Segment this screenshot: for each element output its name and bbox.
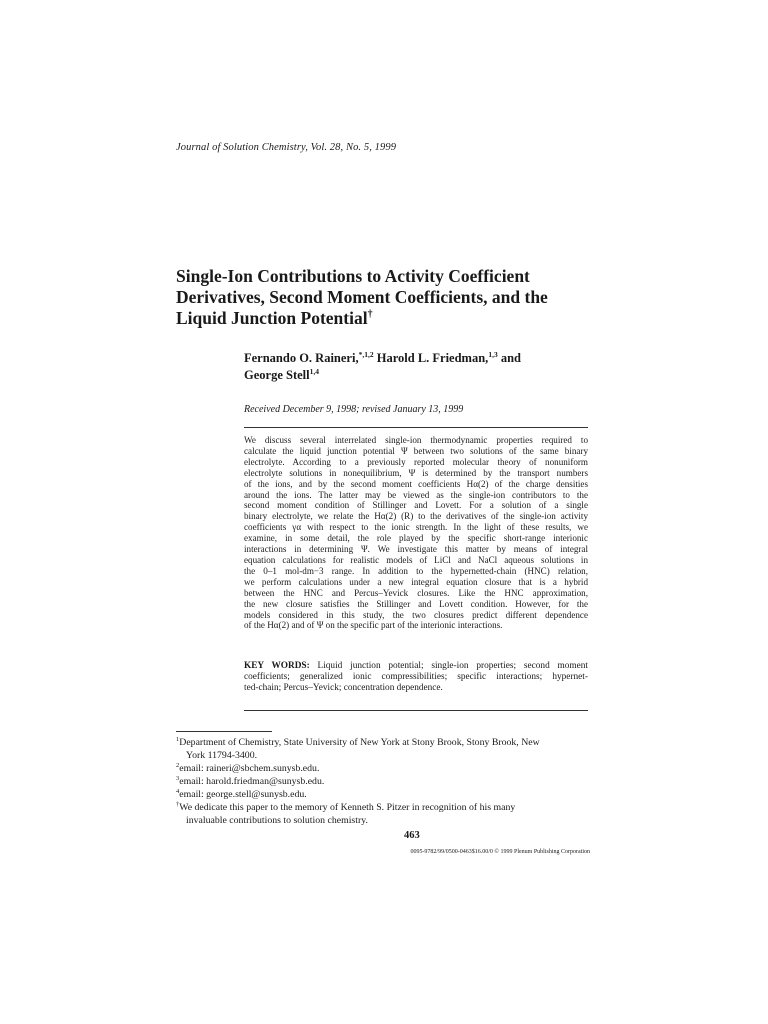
author-affiliation-mark: 1,4 <box>309 367 319 376</box>
footnote <box>176 788 590 801</box>
title-line <box>176 308 616 329</box>
abstract-line: equation calculations for realistic models of LiCl and NaCl aqueous solutions in <box>244 554 588 565</box>
footnote <box>176 736 590 762</box>
journal-citation: Journal of Solution Chemistry, Vol. 28, No. 5, 1999 <box>176 142 397 153</box>
keywords-label: KEY WORDS: <box>244 661 310 671</box>
footnote-line <box>176 814 590 827</box>
abstract-line: binary electrolyte, we relate the Hα(2) (R) to the derivatives of the single-ion activity <box>244 511 588 522</box>
author-conjunction: and <box>500 351 521 365</box>
abstract-line: interactions in determining Ψ. We investigate this matter by means of integral <box>244 544 588 555</box>
footnote-text: We dedicate this paper to the memory of Kenneth S. Pitzer in recognition of his many <box>179 802 516 813</box>
received-dates: Received December 9, 1998; revised January 13, 1999 <box>244 404 464 415</box>
title-line: Single-Ion Contributions to Activity Coefficient <box>176 266 530 286</box>
abstract-line: calculate the liquid junction potential Ψ between two solutions of the same binary <box>244 445 588 456</box>
abstract-line: coefficients γα with respect to the ionic strength. In the light of these results, we <box>244 522 588 533</box>
abstract-line: of the Hα(2) and of Ψ on the specific part of the interionic interactions. <box>244 620 503 631</box>
footnote-mark: 4 <box>176 788 180 795</box>
footnote-mark: 3 <box>176 775 180 782</box>
footnote-line <box>176 775 590 788</box>
abstract-line: examine, in some detail, the role played by the specific short-range interionic <box>244 533 588 544</box>
author-affiliation-mark: *,1,2 <box>358 350 374 359</box>
author-affiliation-mark: 1,3 <box>488 350 498 359</box>
keywords-text: Liquid junction potential; single-ion properties; second moment <box>317 661 589 671</box>
footnote-text: email: george.stell@sunysb.edu. <box>179 789 307 800</box>
footnote-mark: 1 <box>176 736 180 743</box>
keywords-line: coefficients; generalized ionic compressibilities; specific interactions; hypernet- <box>244 672 588 683</box>
copyright-line: 0095-9782/99/0500-0463$16.00/0 © 1999 Plenum Publishing Corporation <box>410 849 590 855</box>
footnote-line <box>176 801 590 814</box>
title-line-text: Liquid Junction Potential <box>176 308 368 328</box>
footnote-text: Department of Chemistry, State University of New York at Stony Brook, Stony Brook, New <box>179 737 540 748</box>
abstract-line: second moment condition of Stillinger and Lovett. For a solution of a single <box>244 500 588 511</box>
footnote-mark: † <box>176 801 180 808</box>
abstract-line: around the ions. The latter may be viewed as the single-ion contributors to the <box>244 489 588 500</box>
footnote-text: email: raineri@sbchem.sunysb.edu. <box>179 763 320 774</box>
article-title <box>176 266 616 329</box>
footnote-line <box>176 736 590 749</box>
title-line: Derivatives, Second Moment Coefficients, and the <box>176 287 548 307</box>
footnote-line <box>176 762 590 775</box>
footnote-rule <box>176 731 272 732</box>
keywords <box>244 661 588 695</box>
keywords-line <box>244 661 588 672</box>
abstract-line: the 0–1 mol-dm−3 range. In addition to the hypernetted-chain (HNC) relation, <box>244 565 588 576</box>
author-list <box>244 350 604 384</box>
abstract <box>244 435 588 631</box>
page-number: 463 <box>404 830 420 841</box>
footnotes <box>176 736 590 827</box>
footnote-line <box>176 788 590 801</box>
abstract-line: of the ions, and by the second moment coefficients Hα(2) of the charge densities <box>244 478 588 489</box>
keywords-line: ted-chain; Percus–Yevick; concentration dependence. <box>244 683 443 694</box>
footnote <box>176 801 590 827</box>
footnote <box>176 775 590 788</box>
author-name: George Stell <box>244 368 310 382</box>
title-dagger: † <box>367 309 373 320</box>
author-name: Fernando O. Raineri, <box>244 351 359 365</box>
abstract-line: models considered in this study, the two closures predict different dependence <box>244 609 588 620</box>
abstract-top-rule <box>244 427 588 428</box>
footnote-line <box>176 749 590 762</box>
footnote-text: email: harold.friedman@sunysb.edu. <box>179 776 325 787</box>
abstract-line: between the HNC and Percus–Yevick closures. Like the HNC approximation, <box>244 587 588 598</box>
footnote-mark: 2 <box>176 762 180 769</box>
author-name: Harold L. Friedman, <box>376 351 489 365</box>
abstract-bottom-rule <box>244 710 588 711</box>
abstract-line: electrolyte. According to a previously reported molecular theory of nonuniform <box>244 456 588 467</box>
abstract-line: we perform calculations under a new integral equation closure that is a hybrid <box>244 576 588 587</box>
abstract-line: We discuss several interrelated single-ion thermodynamic properties required to <box>244 435 588 445</box>
footnote-text: invaluable contributions to solution chemistry. <box>186 815 368 826</box>
abstract-line: the new closure satisfies the Stillinger and Lovett condition. However, for the <box>244 598 588 609</box>
abstract-line: electrolyte solutions in nonequilibrium, Ψ is determined by the transport numbers <box>244 467 588 478</box>
footnote <box>176 762 590 775</box>
footnote-text: York 11794-3400. <box>186 750 258 761</box>
